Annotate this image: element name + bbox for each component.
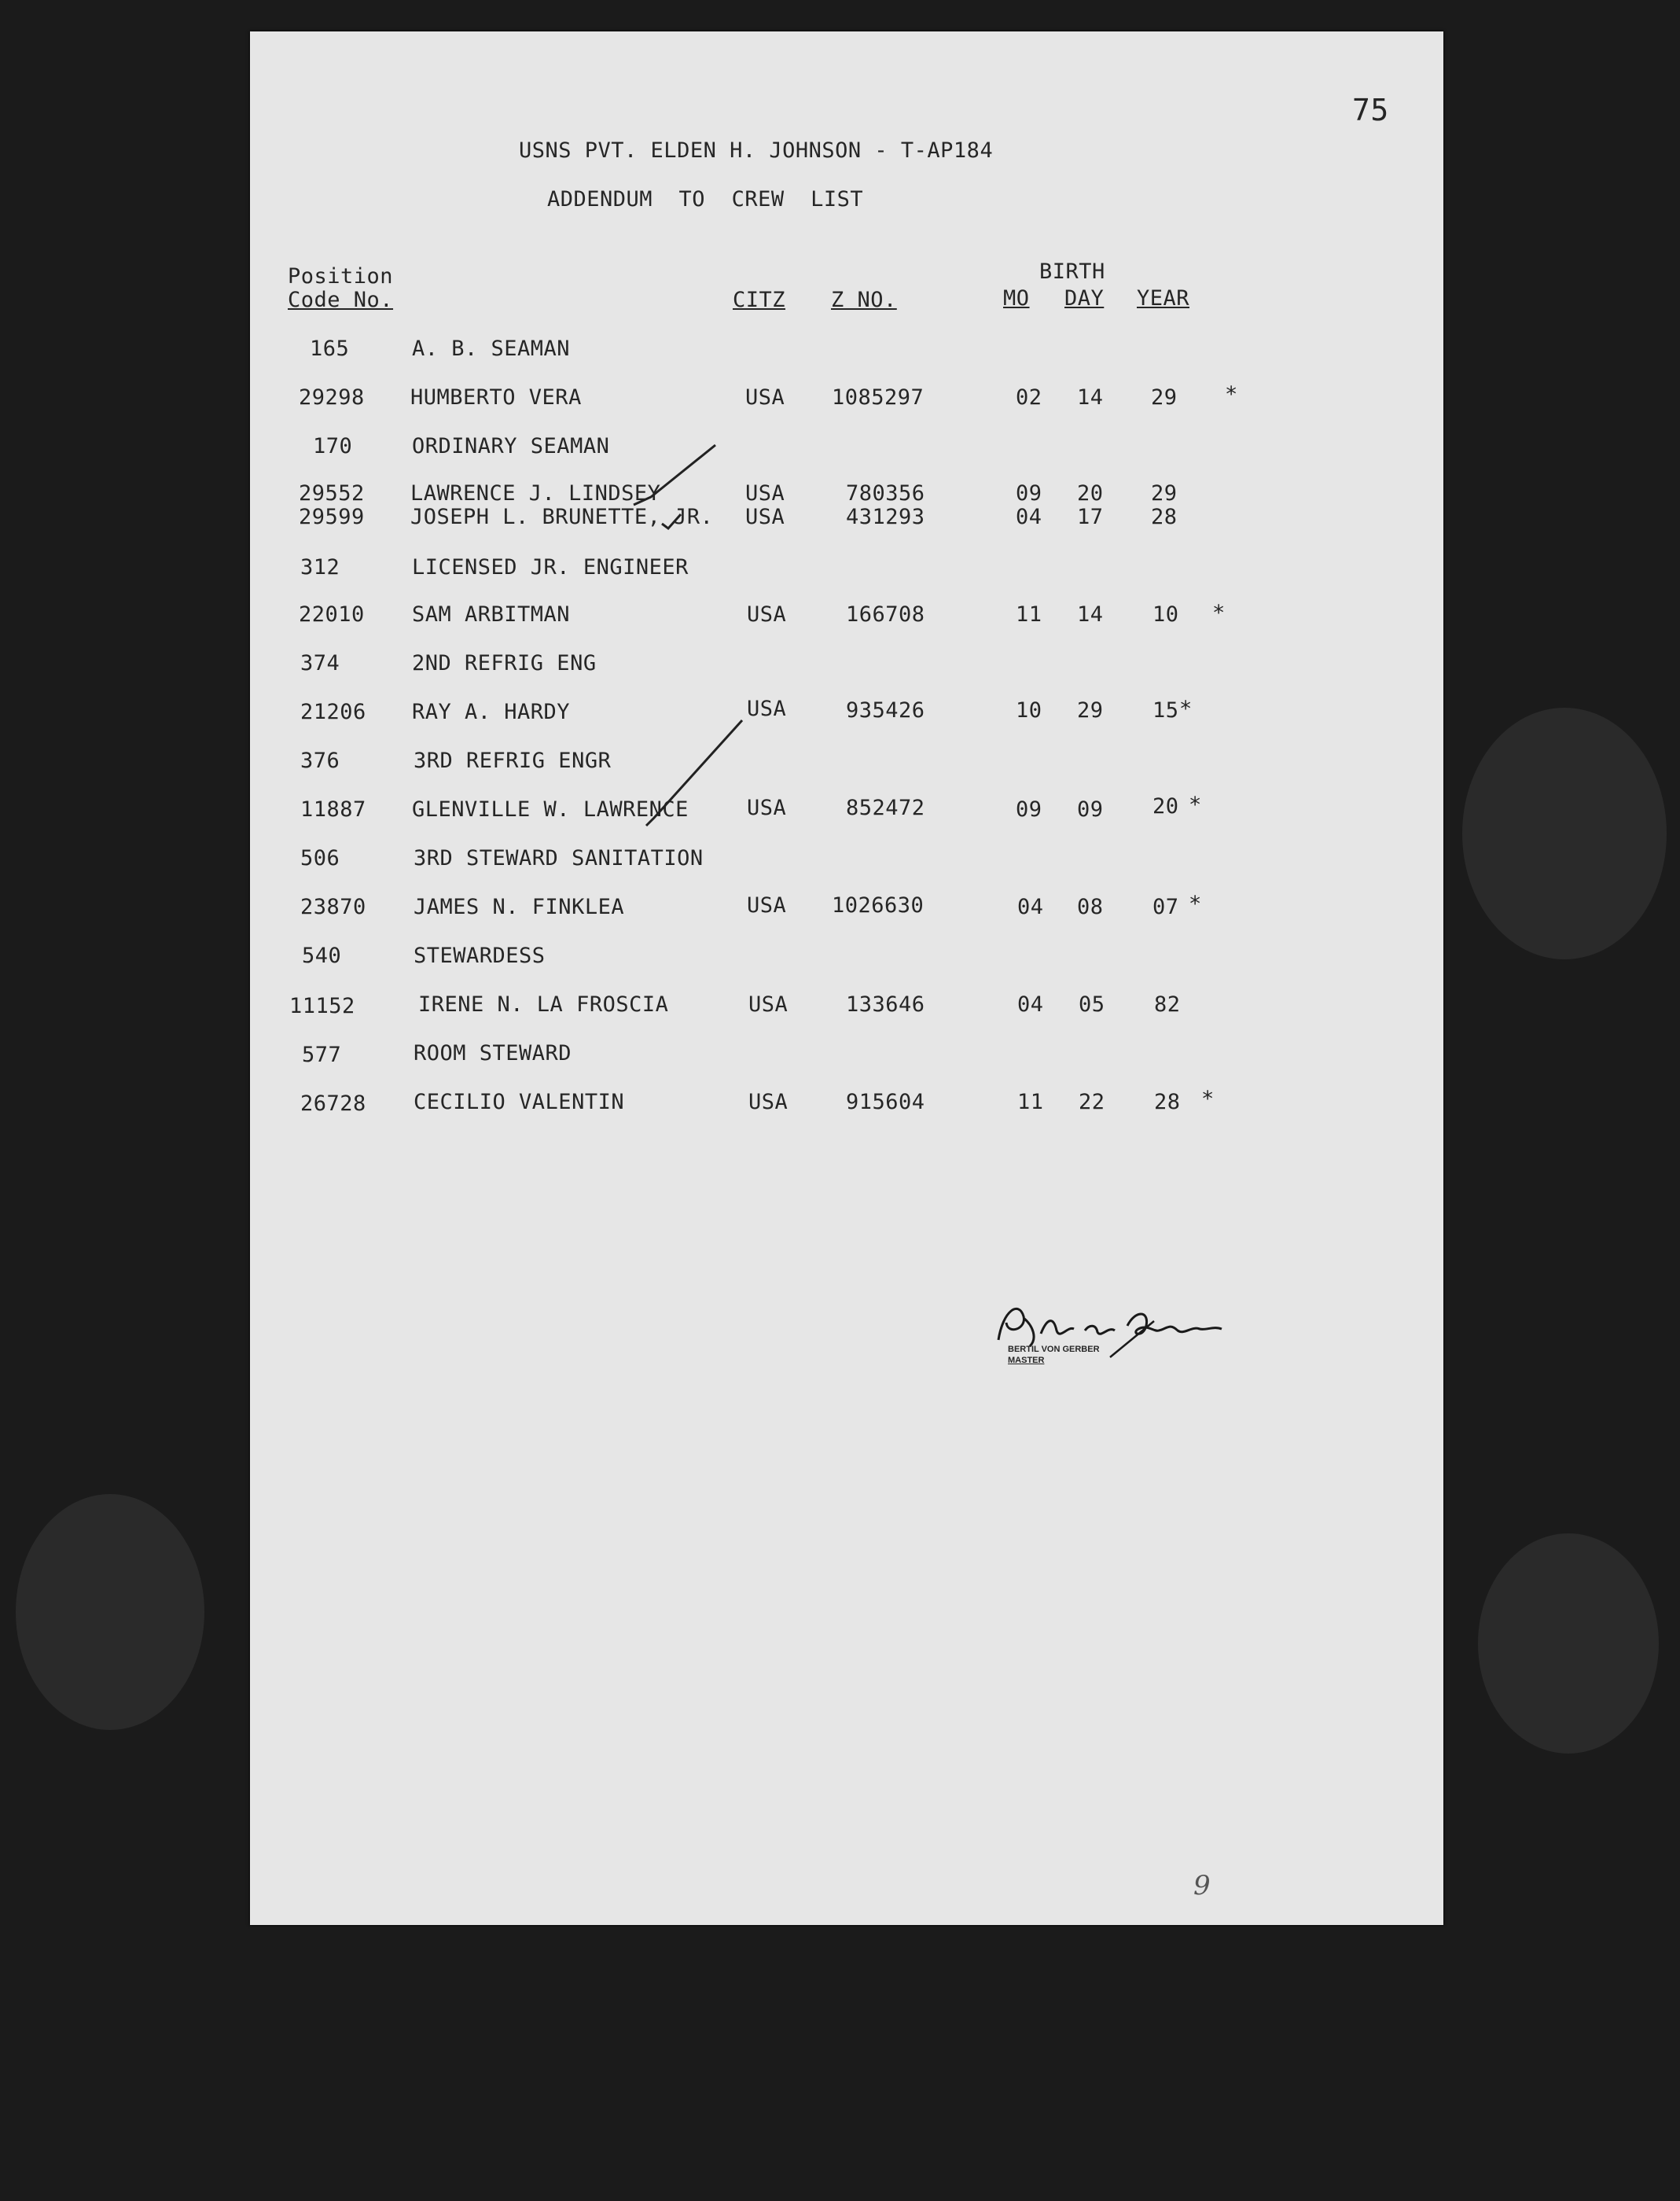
master-signature — [992, 1294, 1228, 1368]
crew-note: * — [1189, 892, 1202, 916]
crew-name: RAY A. HARDY — [412, 700, 571, 724]
crew-name: SAM ARBITMAN — [412, 602, 571, 627]
section-code: 312 — [300, 555, 340, 580]
crew-birth-day: 29 — [1077, 698, 1104, 723]
crew-name: GLENVILLE W. LAWRENCE — [412, 797, 689, 822]
check-mark-icon — [643, 716, 745, 834]
section-title: ORDINARY SEAMAN — [412, 434, 610, 458]
crew-name: HUMBERTO VERA — [410, 385, 582, 410]
crew-birth-day: 08 — [1077, 895, 1104, 919]
crew-note: * — [1179, 697, 1193, 721]
section-title: ROOM STEWARD — [414, 1041, 572, 1066]
crew-citz: USA — [748, 1090, 789, 1114]
section-title: LICENSED JR. ENGINEER — [412, 555, 689, 580]
section-title: STEWARDESS — [414, 944, 546, 968]
page-number: 75 — [1352, 93, 1389, 127]
crew-birth-mo: 04 — [1016, 505, 1042, 529]
crew-name: LAWRENCE J. LINDSEY — [410, 481, 661, 506]
header-day: DAY — [1064, 286, 1105, 311]
crew-birth-year: 28 — [1154, 1090, 1181, 1114]
page-title: USNS PVT. ELDEN H. JOHNSON - T-AP184 — [519, 138, 994, 163]
crew-z-no: 935426 — [846, 698, 925, 723]
crew-code: 29298 — [299, 385, 365, 410]
crew-z-no: 166708 — [846, 602, 925, 627]
crew-code: 23870 — [300, 895, 366, 919]
section-code: 374 — [300, 651, 340, 675]
crew-note: * — [1201, 1087, 1215, 1111]
background-texture — [1462, 708, 1667, 959]
crew-birth-mo: 02 — [1016, 385, 1042, 410]
crew-code: 22010 — [299, 602, 365, 627]
crew-name: IRENE N. LA FROSCIA — [418, 992, 669, 1017]
header-mo: MO — [1003, 286, 1030, 311]
section-title: A. B. SEAMAN — [412, 337, 571, 361]
crew-code: 26728 — [300, 1091, 366, 1116]
section-title: 3RD REFRIG ENGR — [414, 749, 612, 773]
crew-birth-year: 82 — [1154, 992, 1181, 1017]
crew-citz: USA — [747, 893, 787, 918]
crew-birth-year: 28 — [1151, 505, 1178, 529]
crew-birth-day: 14 — [1077, 602, 1104, 627]
crew-note: * — [1212, 601, 1226, 625]
crew-citz: USA — [747, 697, 787, 721]
crew-birth-year: 10 — [1152, 602, 1179, 627]
crew-code: 21206 — [300, 700, 366, 724]
crew-z-no: 780356 — [846, 481, 925, 506]
crew-birth-year: 15 — [1152, 698, 1179, 723]
header-birth: BIRTH — [1039, 259, 1105, 284]
crew-birth-day: 17 — [1077, 505, 1104, 529]
crew-birth-day: 09 — [1077, 797, 1104, 822]
crew-z-no: 1085297 — [832, 385, 925, 410]
crew-code: 29599 — [299, 505, 365, 529]
section-code: 540 — [302, 944, 342, 968]
crew-citz: USA — [745, 385, 785, 410]
crew-birth-mo: 04 — [1017, 992, 1044, 1017]
crew-citz: USA — [747, 796, 787, 820]
crew-citz: USA — [748, 992, 789, 1017]
crew-citz: USA — [747, 602, 787, 627]
background-texture — [16, 1494, 204, 1730]
crew-birth-year: 29 — [1151, 481, 1178, 506]
signature-role: MASTER — [1008, 1356, 1045, 1365]
crew-birth-day: 14 — [1077, 385, 1104, 410]
header-z-no: Z NO. — [831, 288, 897, 312]
header-position: Position — [288, 264, 394, 289]
check-mark-icon — [659, 503, 698, 535]
crew-birth-mo: 04 — [1017, 895, 1044, 919]
crew-name: JAMES N. FINKLEA — [414, 895, 625, 919]
crew-birth-mo: 11 — [1016, 602, 1042, 627]
signature-name: BERTIL VON GERBER — [1008, 1345, 1100, 1354]
crew-name: JOSEPH L. BRUNETTE, JR. — [410, 505, 714, 529]
crew-name: CECILIO VALENTIN — [414, 1090, 625, 1114]
crew-z-no: 431293 — [846, 505, 925, 529]
crew-birth-mo: 09 — [1016, 481, 1042, 506]
crew-code: 11152 — [289, 994, 355, 1018]
handwritten-signature — [992, 1294, 1228, 1365]
background-texture — [1478, 1533, 1659, 1754]
section-code: 170 — [313, 434, 353, 458]
section-title: 3RD STEWARD SANITATION — [414, 846, 704, 870]
crew-birth-mo: 10 — [1016, 698, 1042, 723]
crew-citz: USA — [745, 481, 785, 506]
handwritten-page-mark: 9 — [1193, 1870, 1211, 1901]
section-title: 2ND REFRIG ENG — [412, 651, 597, 675]
crew-note: * — [1189, 793, 1202, 817]
crew-citz: USA — [745, 505, 785, 529]
crew-birth-day: 22 — [1079, 1090, 1105, 1114]
page-subtitle: ADDENDUM TO CREW LIST — [547, 187, 864, 212]
crew-birth-mo: 11 — [1017, 1090, 1044, 1114]
crew-z-no: 852472 — [846, 796, 925, 820]
crew-birth-year: 20 — [1152, 794, 1179, 819]
crew-code: 11887 — [300, 797, 366, 822]
crew-code: 29552 — [299, 481, 365, 506]
crew-birth-year: 07 — [1152, 895, 1179, 919]
crew-z-no: 133646 — [846, 992, 925, 1017]
section-code: 577 — [302, 1043, 342, 1067]
crew-z-no: 1026630 — [832, 893, 925, 918]
crew-note: * — [1225, 382, 1238, 407]
crew-birth-day: 20 — [1077, 481, 1104, 506]
section-code: 506 — [300, 846, 340, 870]
crew-z-no: 915604 — [846, 1090, 925, 1114]
crew-birth-mo: 09 — [1016, 797, 1042, 822]
crew-list-page — [250, 31, 1443, 1925]
header-code-no: Code No. — [288, 288, 394, 312]
section-code: 376 — [300, 749, 340, 773]
section-code: 165 — [310, 337, 350, 361]
header-citz: CITZ — [733, 288, 786, 312]
header-year: YEAR — [1137, 286, 1190, 311]
crew-birth-year: 29 — [1151, 385, 1178, 410]
crew-birth-day: 05 — [1079, 992, 1105, 1017]
